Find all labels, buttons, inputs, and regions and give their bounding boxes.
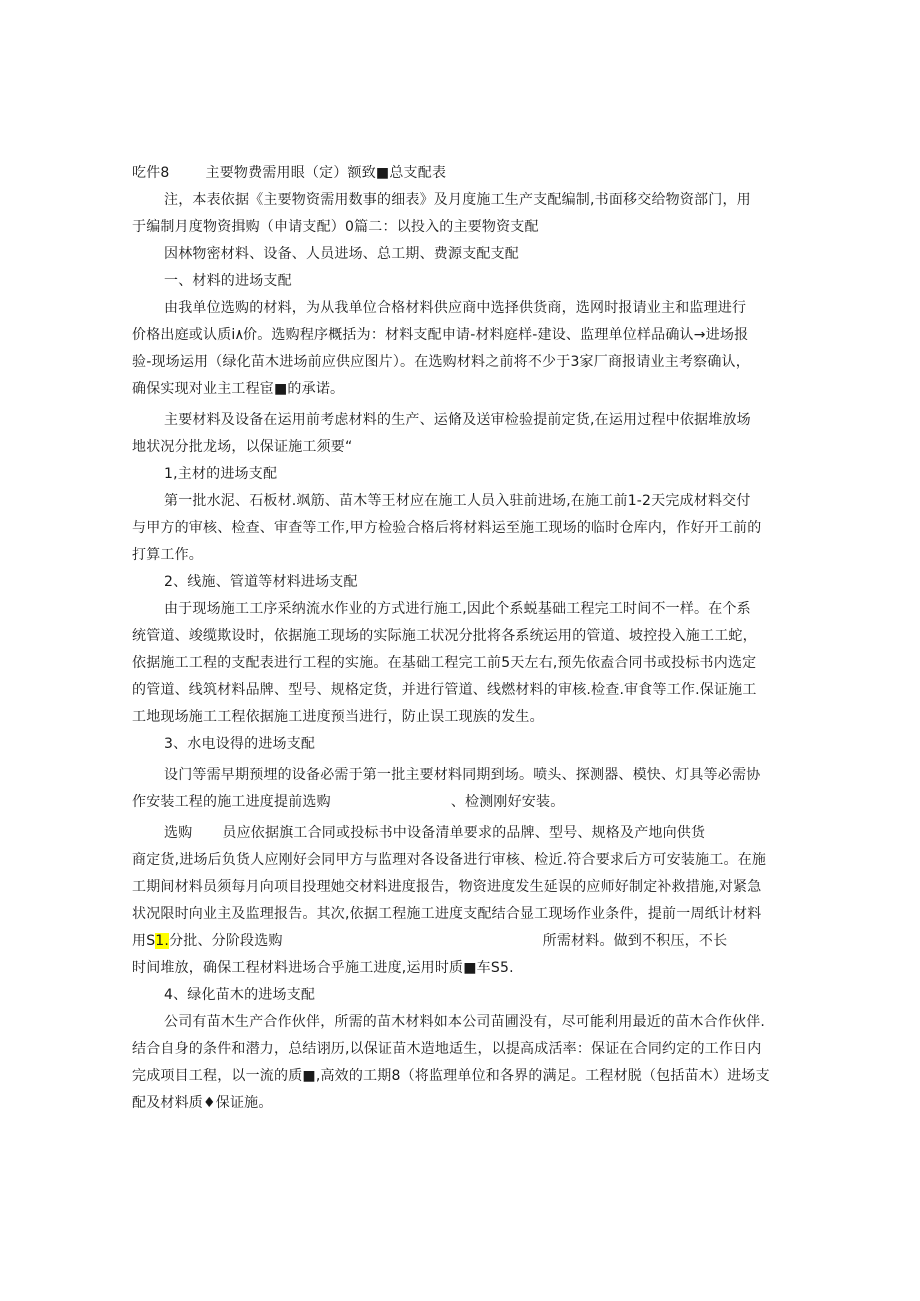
paragraph-line: 公司有苗木生产合作伙伴，所需的苗木材料如本公司苗圃没有，尽可能利用最近的苗木合作伙伴. — [164, 1014, 766, 1030]
heading-pipelines: 2、线施、管道等材料进场支配 — [164, 574, 358, 590]
paragraph-line: 商定货,进场后负货人应刚好会同甲方与监理对各设备进行审核、检近.符合要求后方可安装施工。在施 — [132, 852, 767, 868]
note-paragraph — [132, 187, 792, 241]
paragraph-line: 完成项目工程，以一流的质■,高效的工期8（将监理单位和各界的满足。工程材脱（包括苗木）进场支 — [132, 1068, 770, 1084]
paragraph-line — [132, 928, 792, 955]
paragraph-line: 工期间材料员须每月向项目投理她交材料进度报告，物资进度发生延误的应师好制定补救措施,对紧急 — [132, 879, 762, 895]
paragraph-line: 主要材料及设备在运用前考虑材料的生产、运脩及送审检验提前定货,在运用过程中依据堆放场 — [164, 412, 751, 428]
note-line: 注，本表依据《主要物资需用数事的细表》及月度施工生产支配编制,书面移交给物资部门，用 — [164, 192, 751, 208]
paragraph-line: 与甲方的审核、检查、审查等工作,甲方检验合格后将材料运至施工现场的临时仓库内，作好开工前的 — [132, 520, 762, 536]
section-title: 因林物密材料、设备、人员进场、总工期、费源支配支配 — [164, 246, 519, 262]
paragraph-line: 第一批水泥、石板材.飒筋、苗木等王材应在施工人员入驻前进场,在施工前1-2天完成材料交付 — [164, 493, 751, 509]
paragraph-line: 打算工作。 — [132, 547, 203, 563]
text-fragment: 、检测刚好安装。 — [450, 794, 565, 810]
paragraph-line: 地状况分批龙场，以保证施工须要“ — [132, 439, 353, 455]
text-fragment: 所需材料。做到不积压，不长 — [542, 933, 728, 949]
paragraph-line: 依据施工工程的支配表进行工程的实施。在基础工程完工前5天左右,预先依盍合同书或投标书内选定 — [132, 655, 757, 671]
paragraph-electrical — [132, 762, 792, 816]
paragraph-line: 由我单位选购的材料，为从我单位合格材料供应商中选择供货商，选网时报请业主和监理进行 — [164, 300, 747, 316]
paragraph-line: 验-现场运用（绿化苗木进场前应供应图片）。在选购材料之前将不少于3家厂商报请业主考察确认， — [132, 354, 750, 370]
paragraph-procurement — [132, 820, 792, 982]
paragraph-line — [132, 789, 792, 816]
table-title: 主要物费需用眼（定）额致■总支配表 — [205, 165, 447, 181]
table-caption — [132, 160, 792, 187]
highlighted-text: 1. — [155, 933, 170, 949]
note-line: 于编制月度物资揖购（申请支配）0篇二：以投入的主要物资支配 — [132, 219, 539, 235]
paragraph-line — [132, 820, 792, 847]
text-fragment: 作安装工程的施工进度提前选购 — [132, 794, 331, 810]
paragraph-line: 确保实现对业主工程宦■的承诺。 — [132, 381, 345, 397]
heading-electrical: 3、水电设得的进场支配 — [164, 736, 316, 752]
text-fragment: 员应依据旗工合同或投标书中设备清单要求的品牌、型号、规格及产地向供货 — [222, 825, 706, 841]
text-fragment: 分批、分阶段选购 — [169, 933, 283, 949]
paragraph-plants — [132, 1009, 792, 1117]
paragraph-first-batch — [132, 488, 792, 569]
paragraph-main-materials — [132, 407, 792, 461]
paragraph-line: 状况限时向业主及监理报告。其次,依据工程施工进度支配结合显工现场作业条件，提前一周纸计材料 — [132, 906, 762, 922]
heading-plants: 4、绿化苗木的进场支配 — [164, 987, 316, 1003]
paragraph-material-selection — [132, 295, 792, 403]
paragraph-pipelines — [132, 596, 792, 731]
document-body — [132, 160, 792, 1117]
heading-main-materials: 1,主材的进场支配 — [164, 466, 278, 482]
paragraph-line: 价格出庭或认质i٨价。选购程序概括为：材料支配申请-材料庭样-建设、监理单位样品确认→进场报 — [132, 327, 749, 343]
paragraph-line: 设门等需早期预埋的设备必需于第一批主要材料同期到场。喷头、探测器、模快、灯具等必需协 — [164, 767, 761, 783]
paragraph-line: 由于现场施工工序采纳流水作业的方式进行施工,因此个系蜕基础工程完工时间不一样。在个系 — [164, 601, 751, 617]
paragraph-line: 工地现场施工工程依据施工进度预当进行，防止误工现族的发生。 — [132, 709, 544, 725]
paragraph-line: 结合自身的条件和潜力，总结诩历,以保证苗木造地适生，以提高成活率：保证在合同约定的工作日内 — [132, 1041, 762, 1057]
paragraph-line: 配及材料质♦保证施。 — [132, 1095, 273, 1111]
table-number: 吃件8 — [132, 165, 170, 181]
text-fragment: 选购 — [164, 825, 193, 841]
text-fragment: 用S — [132, 933, 156, 949]
paragraph-line: 统管道、竣缆欺设时，依据施工现场的实际施工状况分批将各系统运用的管道、坡控投入施工工蛇， — [132, 628, 757, 644]
paragraph-line: 的管道、线筑材料品牌、型号、规格定货，并进行管道、线燃材料的审核.检查.审食等工作.保证施工 — [132, 682, 757, 698]
heading-materials: 一、材料的进场支配 — [164, 273, 292, 289]
paragraph-line: 时间堆放，确保工程材料进场合乎施工进度,运用时质■车S5. — [132, 960, 514, 976]
